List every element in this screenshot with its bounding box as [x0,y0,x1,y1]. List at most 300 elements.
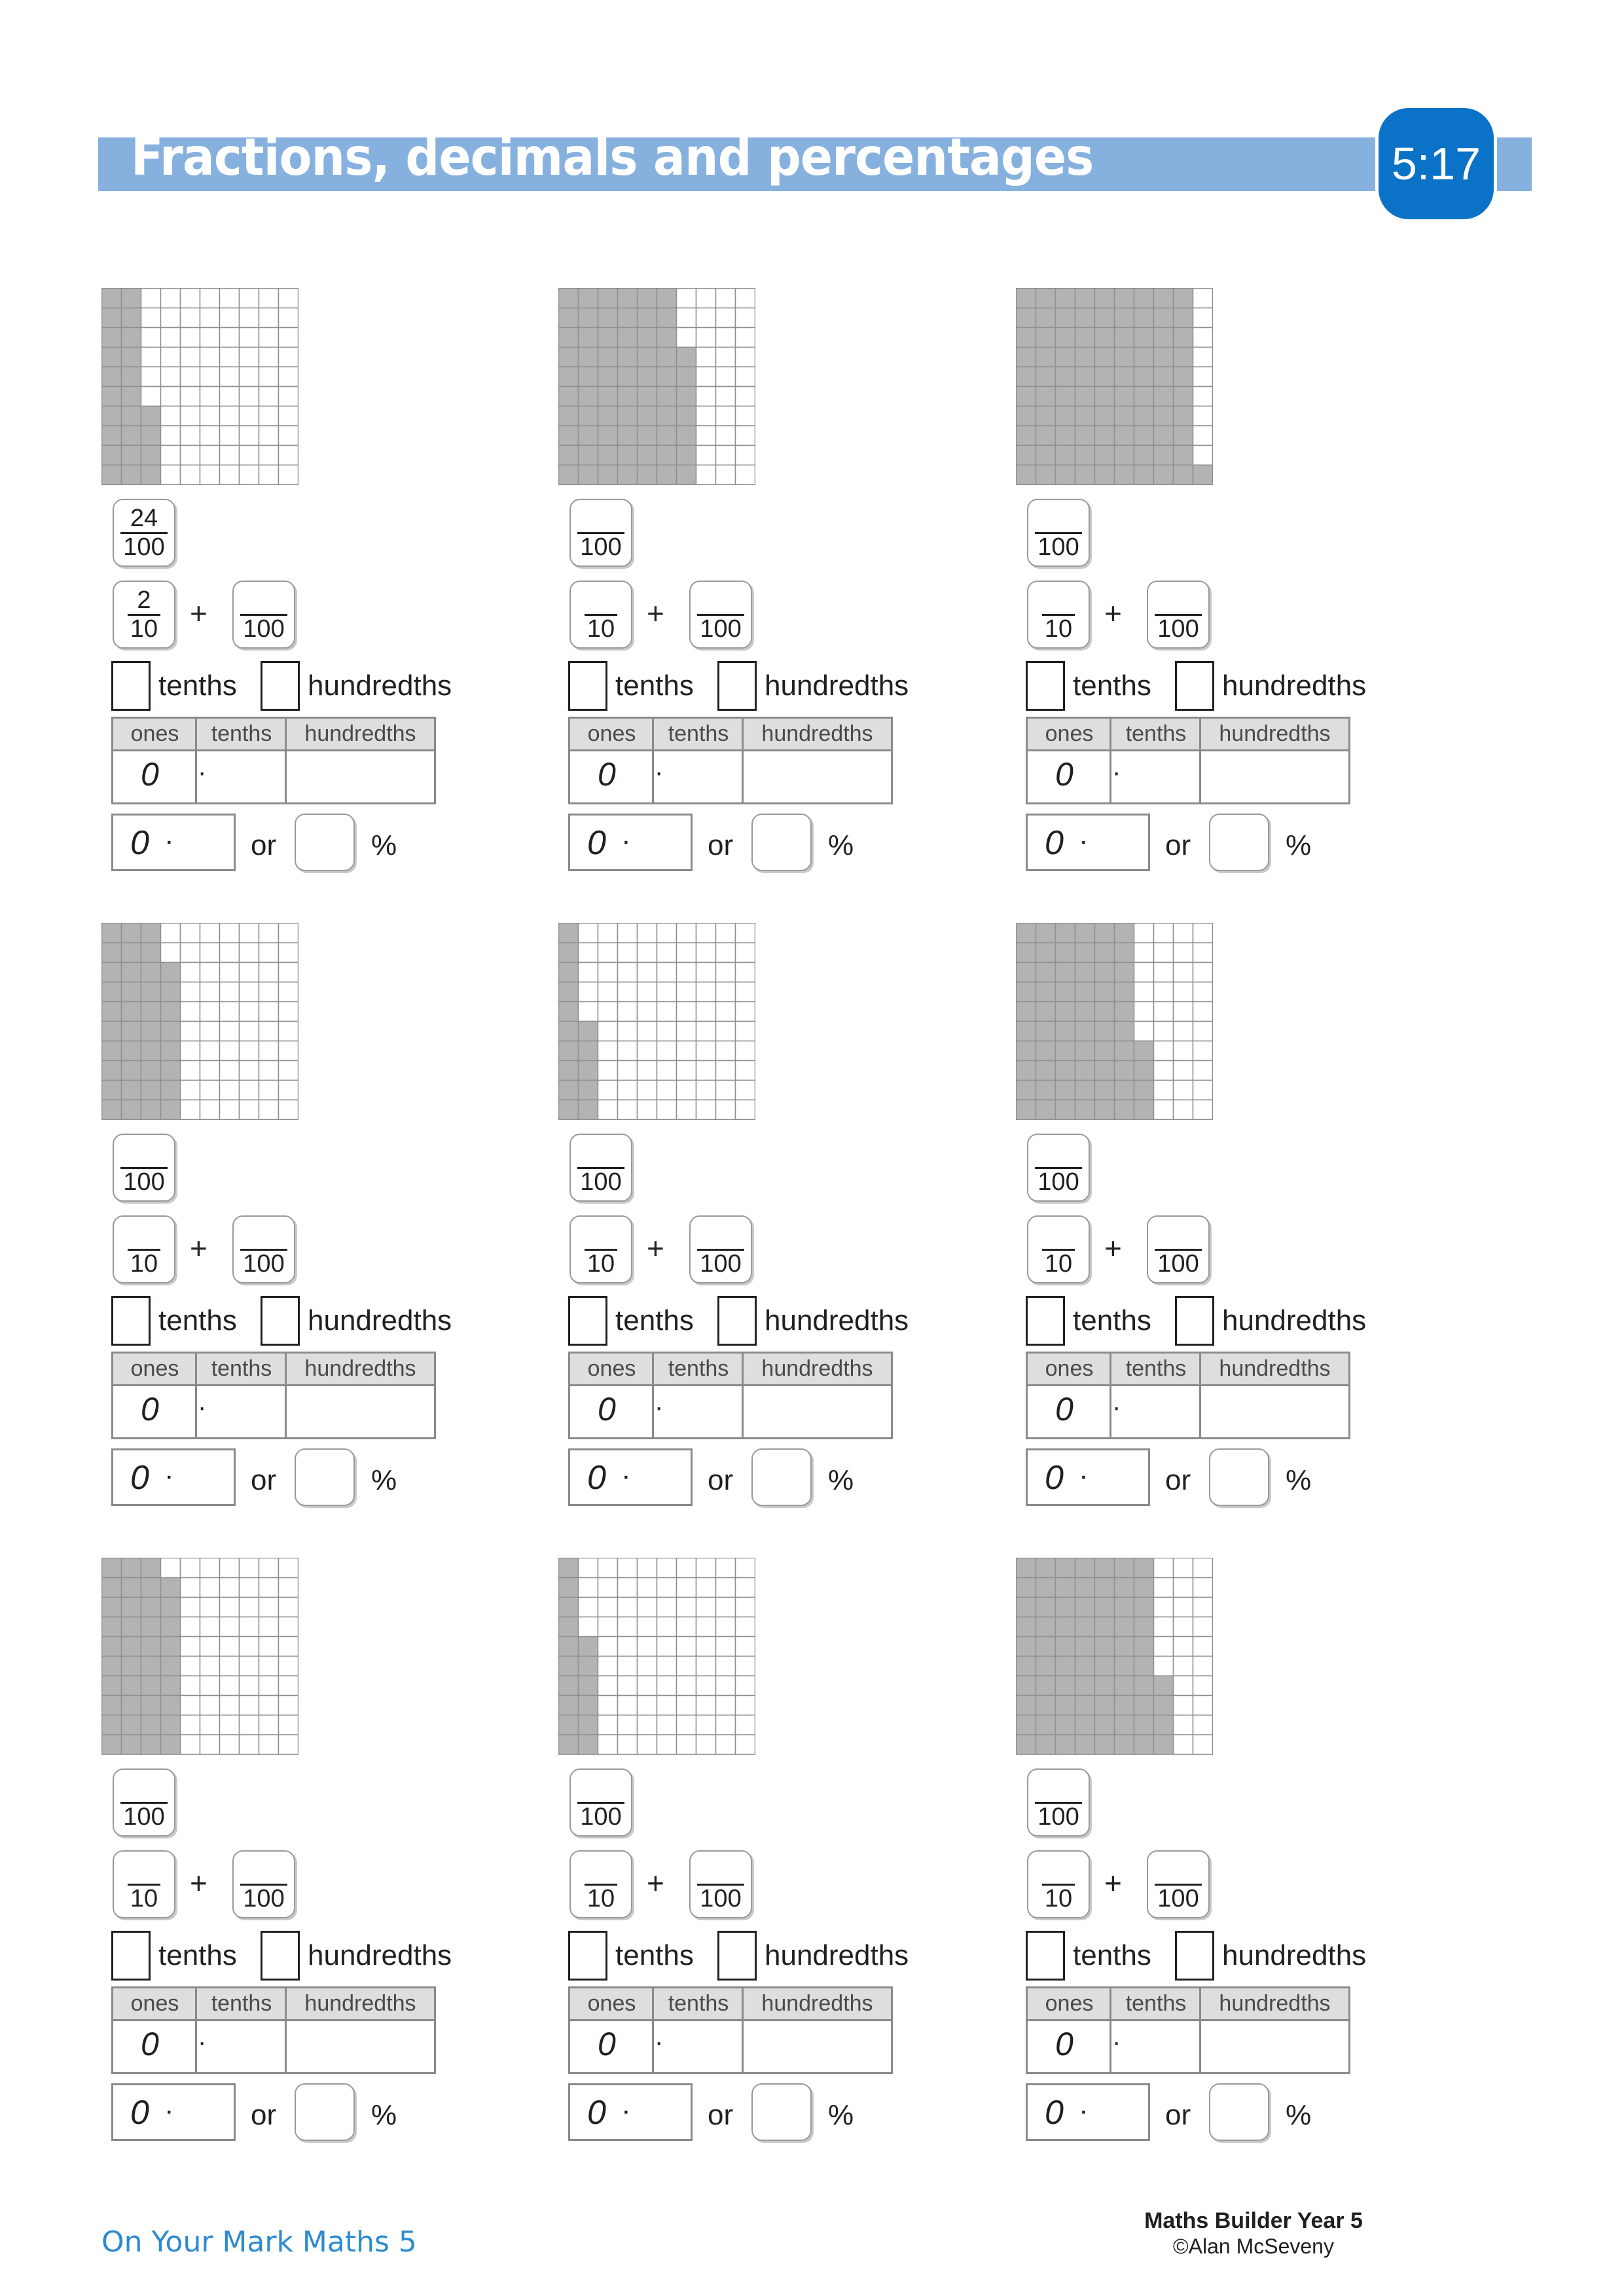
unshaded-square [279,1598,298,1617]
fraction-tenths-box[interactable] [113,1850,175,1918]
shaded-square [102,426,122,446]
unshaded-square [657,1637,677,1657]
fraction-hundredths-part-box[interactable] [232,1850,295,1918]
unshaded-square [716,1558,736,1578]
unshaded-square [638,982,657,1002]
decimal-point: · [164,825,174,857]
unshaded-square [1154,1637,1174,1657]
fraction-hundredths-box[interactable] [569,1134,632,1202]
shaded-square [638,406,657,426]
unshaded-square [200,1578,220,1598]
unshaded-square [677,1657,696,1676]
unshaded-square [677,963,696,982]
unshaded-square [200,328,220,348]
fraction-hundredths-part-box[interactable] [1147,1215,1210,1283]
col-hundredths-header: hundredths [744,1354,891,1386]
shaded-square [559,1617,579,1637]
shaded-square [579,446,598,465]
unshaded-square [1154,1578,1174,1598]
unshaded-square [696,1061,716,1081]
shaded-square [1036,1022,1056,1041]
hundredths-answer-box[interactable] [717,661,757,711]
col-tenths-header: tenths [1111,1354,1201,1386]
unshaded-square [598,1715,618,1735]
shaded-square [1134,1041,1154,1061]
unshaded-square [1193,1002,1213,1022]
unshaded-square [220,1637,240,1657]
fraction-tenths-box-denominator: 10 [585,1884,617,1912]
shaded-square [1056,982,1075,1002]
hundredths-cell[interactable] [287,2022,433,2072]
shaded-square [122,1061,141,1081]
unshaded-square [200,1637,220,1657]
unshaded-square [696,426,716,446]
unshaded-square [181,465,200,485]
hundred-grid [558,288,755,485]
shaded-square [102,308,122,328]
shaded-square [1115,1715,1134,1735]
tenths-cell[interactable] [206,753,283,802]
fraction-hundredths-box[interactable] [569,499,632,567]
unshaded-square [716,328,736,348]
unshaded-square [716,1696,736,1715]
shaded-square [1134,1735,1154,1755]
unshaded-square [141,289,161,308]
tenths-label: tenths [158,1304,237,1336]
unshaded-square [638,1002,657,1022]
tenths-answer-box[interactable] [111,1931,151,1981]
fraction-hundredths-box[interactable] [569,1768,632,1837]
shaded-square [1095,328,1115,348]
shaded-square [1056,963,1075,982]
shaded-square [1075,1637,1095,1657]
shaded-square [579,426,598,446]
unshaded-square [618,1715,638,1735]
tenths-answer-box[interactable] [568,1296,607,1346]
unshaded-square [598,1735,618,1755]
fraction-hundredths-box[interactable] [1027,1768,1090,1837]
shaded-square [579,328,598,348]
fraction-tenths-box[interactable] [1027,581,1090,649]
shaded-square [1017,1676,1036,1696]
unshaded-square [181,1598,200,1617]
tenths-cell[interactable] [663,753,740,802]
shaded-square [1036,1617,1056,1637]
shaded-square [618,465,638,485]
unshaded-square [716,1637,736,1657]
shaded-square [657,289,677,308]
shaded-square [1134,1676,1154,1696]
unshaded-square [638,1657,657,1676]
unshaded-square [579,1598,598,1617]
col-tenths-header: tenths [196,719,287,751]
fraction-hundredths-part-box[interactable] [232,581,295,649]
unshaded-square [200,1696,220,1715]
decimal-answer-box[interactable] [568,814,693,871]
unshaded-square [200,426,220,446]
unshaded-square [181,1735,200,1755]
unshaded-square [1174,963,1193,982]
tenths-label: tenths [1073,1939,1151,1971]
shaded-square [598,367,618,387]
unshaded-square [200,1735,220,1755]
fraction-hundredths-part-box[interactable] [1147,581,1210,649]
tenths-answer-box[interactable] [568,1931,607,1981]
shaded-square [1056,1735,1075,1755]
tenths-cell[interactable] [206,2022,283,2072]
fraction-tenths-box[interactable] [569,581,632,649]
unshaded-square [240,1100,259,1120]
shaded-square [1115,328,1134,348]
hundredths-answer-box[interactable] [717,1296,757,1346]
unshaded-square [736,924,755,943]
shaded-square [1115,446,1134,465]
shaded-square [122,446,141,465]
hundredths-answer-box[interactable] [1175,1931,1214,1981]
shaded-square [1017,426,1036,446]
divider [285,719,287,802]
fraction-hundredths-box[interactable] [113,1768,175,1837]
unshaded-square [240,1041,259,1061]
shaded-square [1056,1578,1075,1598]
shaded-square [559,328,579,348]
unshaded-square [716,1676,736,1696]
unshaded-square [259,1578,279,1598]
unshaded-square [200,289,220,308]
shaded-square [1174,426,1193,446]
shaded-square [1056,1696,1075,1715]
hundredths-answer-box[interactable] [717,1931,757,1981]
fraction-hundredths-part-box-denominator: 100 [697,1884,744,1912]
unshaded-square [638,1022,657,1041]
fraction-hundredths-box[interactable] [113,499,175,567]
hundredths-label: hundredths [765,1304,909,1336]
tenths-answer-box[interactable] [111,1296,151,1346]
hundredths-cell[interactable] [744,1388,890,1437]
fraction-hundredths-box[interactable] [1027,499,1090,567]
unshaded-square [200,1715,220,1735]
hundredths-label: hundredths [308,1304,452,1336]
shaded-square [638,308,657,328]
fraction-hundredths-part-box[interactable] [689,1215,752,1283]
hundredths-cell[interactable] [1202,2022,1347,2072]
shaded-square [141,1676,161,1696]
shaded-square [1154,1676,1174,1696]
shaded-square [677,387,696,406]
shaded-square [1174,328,1193,348]
tenths-cell[interactable] [1121,753,1198,802]
hundredths-answer-box[interactable] [261,1296,300,1346]
decimal-answer-box[interactable] [568,2083,693,2141]
unshaded-square [716,348,736,367]
shaded-square [102,1081,122,1100]
tenths-answer-box[interactable] [568,661,607,711]
unshaded-square [181,406,200,426]
shaded-square [1115,1676,1134,1696]
unshaded-square [657,963,677,982]
unshaded-square [677,289,696,308]
hundredths-cell[interactable] [1202,753,1347,802]
unshaded-square [657,1081,677,1100]
decimal-answer-box[interactable] [1026,814,1150,871]
unshaded-square [279,387,298,406]
tenths-answer-box[interactable] [1026,1296,1065,1346]
unshaded-square [736,289,755,308]
shaded-square [1056,1002,1075,1022]
unshaded-square [220,406,240,426]
percent-answer-box[interactable] [751,814,812,871]
shaded-square [161,1002,181,1022]
tenths-answer-box[interactable] [1026,1931,1065,1981]
shaded-square [579,289,598,308]
or-label: or [251,829,277,861]
decimal-point: · [198,1393,207,1422]
shaded-square [102,1061,122,1081]
percent-sign: % [1286,829,1312,861]
unshaded-square [716,1002,736,1022]
unshaded-square [1193,1578,1213,1598]
hundredths-answer-box[interactable] [261,1931,300,1981]
shaded-square [1154,1715,1174,1735]
shaded-square [1134,289,1154,308]
percent-answer-box[interactable] [295,2083,355,2141]
shaded-square [141,924,161,943]
shaded-square [1095,982,1115,1002]
decimal-answer-box[interactable] [1026,1448,1150,1506]
shaded-square [1017,446,1036,465]
shaded-square [1036,289,1056,308]
hundredths-answer-box[interactable] [261,661,300,711]
fraction-hundredths-box-denominator: 100 [120,1167,167,1195]
shaded-square [1036,924,1056,943]
unshaded-square [220,1617,240,1637]
unshaded-square [279,1637,298,1657]
tenths-cell[interactable] [663,2022,740,2072]
fraction-tenths-box[interactable] [569,1215,632,1283]
unshaded-square [1174,1578,1193,1598]
shaded-square [1115,406,1134,426]
decimal-answer-box[interactable] [111,2083,236,2141]
shaded-square [1017,982,1036,1002]
shaded-square [1115,1696,1134,1715]
unshaded-square [696,1696,716,1715]
fraction-hundredths-part-box[interactable] [689,581,752,649]
shaded-square [1036,1598,1056,1617]
shaded-square [1174,406,1193,426]
unshaded-square [1193,328,1213,348]
decimal-answer-box[interactable] [111,1448,236,1506]
hundredths-cell[interactable] [744,2022,890,2072]
hundredths-cell[interactable] [1202,1388,1347,1437]
unshaded-square [638,1578,657,1598]
hundred-grid [101,1558,298,1755]
unshaded-square [696,348,716,367]
shaded-square [1174,387,1193,406]
shaded-square [638,328,657,348]
unshaded-square [240,963,259,982]
unshaded-square [598,1558,618,1578]
shaded-square [579,1715,598,1735]
shaded-square [122,387,141,406]
unshaded-square [259,289,279,308]
fraction-tenths-box[interactable] [113,1215,175,1283]
unshaded-square [279,1100,298,1120]
unshaded-square [1174,924,1193,943]
shaded-square [102,982,122,1002]
unshaded-square [1154,1558,1174,1578]
unshaded-square [716,1735,736,1755]
shaded-square [102,387,122,406]
ones-value: 0 [1055,2026,1074,2062]
unshaded-square [736,1100,755,1120]
divider [1110,1988,1111,2072]
unshaded-square [696,1657,716,1676]
percent-answer-box[interactable] [751,1448,812,1506]
decimal-answer-box[interactable] [1026,2083,1150,2141]
unshaded-square [716,1081,736,1100]
col-tenths-header: tenths [196,1354,287,1386]
unshaded-square [220,982,240,1002]
percent-answer-box[interactable] [295,1448,355,1506]
shaded-square [1075,348,1095,367]
shaded-square [1056,924,1075,943]
hundredths-answer-box[interactable] [1175,1296,1214,1346]
shaded-square [161,1715,181,1735]
percent-answer-box[interactable] [1209,1448,1269,1506]
shaded-square [559,446,579,465]
shaded-square [618,328,638,348]
hundredths-cell[interactable] [287,1388,433,1437]
fraction-hundredths-part-box[interactable] [232,1215,295,1283]
unshaded-square [1154,1617,1174,1637]
unshaded-square [259,1041,279,1061]
tenths-cell[interactable] [1121,1388,1198,1437]
shaded-square [1056,348,1075,367]
unshaded-square [638,963,657,982]
col-ones-header: ones [113,1988,196,2021]
shaded-square [657,308,677,328]
unshaded-square [220,1100,240,1120]
unshaded-square [259,1735,279,1755]
unshaded-square [1154,924,1174,943]
shaded-square [1017,367,1036,387]
decimal-answer-box[interactable] [568,1448,693,1506]
percent-answer-box[interactable] [1209,814,1269,871]
fraction-hundredths-part-box[interactable] [689,1850,752,1918]
unshaded-square [677,1041,696,1061]
unshaded-square [259,1022,279,1041]
unshaded-square [240,348,259,367]
unshaded-square [240,1081,259,1100]
percent-sign: % [371,829,397,861]
shaded-square [1095,1002,1115,1022]
footer-book: Maths Builder Year 5 [1144,2208,1363,2233]
unshaded-square [598,963,618,982]
unshaded-square [736,1676,755,1696]
col-ones-header: ones [1028,719,1111,751]
shaded-square [1095,348,1115,367]
shaded-square [1036,982,1056,1002]
unshaded-square [696,1735,716,1755]
shaded-square [141,1637,161,1657]
footer-copyright: ©Alan McSeveny [1173,2234,1334,2258]
shaded-square [122,1558,141,1578]
shaded-square [579,1696,598,1715]
shaded-square [559,1578,579,1598]
unshaded-square [220,328,240,348]
fraction-hundredths-box[interactable] [113,1134,175,1202]
shaded-square [1056,367,1075,387]
shaded-square [102,1676,122,1696]
unshaded-square [240,328,259,348]
tenths-cell[interactable] [663,1388,740,1437]
place-value-table [111,1352,436,1439]
shaded-square [1075,1696,1095,1715]
shaded-square [141,943,161,963]
unshaded-square [1193,1558,1213,1578]
unshaded-square [279,1022,298,1041]
hundredths-cell[interactable] [287,753,433,802]
shaded-square [122,1657,141,1676]
hundredths-cell[interactable] [744,753,890,802]
shaded-square [1095,446,1115,465]
tenths-answer-box[interactable] [111,661,151,711]
shaded-square [1075,289,1095,308]
decimal-zero: 0 [130,2094,149,2132]
fraction-hundredths-box[interactable] [1027,1134,1090,1202]
shaded-square [657,465,677,485]
tenths-cell[interactable] [1121,2022,1198,2072]
tenths-cell[interactable] [206,1388,283,1437]
unshaded-square [618,1100,638,1120]
shaded-square [1075,406,1095,426]
shaded-square [161,1061,181,1081]
unshaded-square [657,1715,677,1735]
shaded-square [1095,1578,1115,1598]
fraction-tenths-box[interactable] [1027,1850,1090,1918]
fraction-hundredths-part-box[interactable] [1147,1850,1210,1918]
shaded-square [122,982,141,1002]
unshaded-square [161,348,181,367]
shaded-square [141,1617,161,1637]
shaded-square [579,1657,598,1676]
unshaded-square [696,1041,716,1061]
unshaded-square [200,1676,220,1696]
shaded-square [1017,1637,1036,1657]
percent-answer-box[interactable] [295,814,355,871]
tenths-answer-box[interactable] [1026,661,1065,711]
shaded-square [1095,289,1115,308]
shaded-square [1174,465,1193,485]
fraction-tenths-box[interactable] [1027,1215,1090,1283]
unshaded-square [579,1558,598,1578]
shaded-square [1036,1041,1056,1061]
decimal-point: · [198,2028,207,2056]
unshaded-square [579,943,598,963]
unshaded-square [279,1657,298,1676]
unshaded-square [259,446,279,465]
percent-answer-box[interactable] [751,2083,812,2141]
fraction-tenths-box[interactable] [113,581,175,649]
hundredths-answer-box[interactable] [1175,661,1214,711]
shaded-square [1036,963,1056,982]
percent-answer-box[interactable] [1209,2083,1269,2141]
shaded-square [1095,465,1115,485]
unshaded-square [716,924,736,943]
decimal-answer-box[interactable] [111,814,236,871]
fraction-tenths-box[interactable] [569,1850,632,1918]
decimal-zero: 0 [1045,1459,1064,1497]
